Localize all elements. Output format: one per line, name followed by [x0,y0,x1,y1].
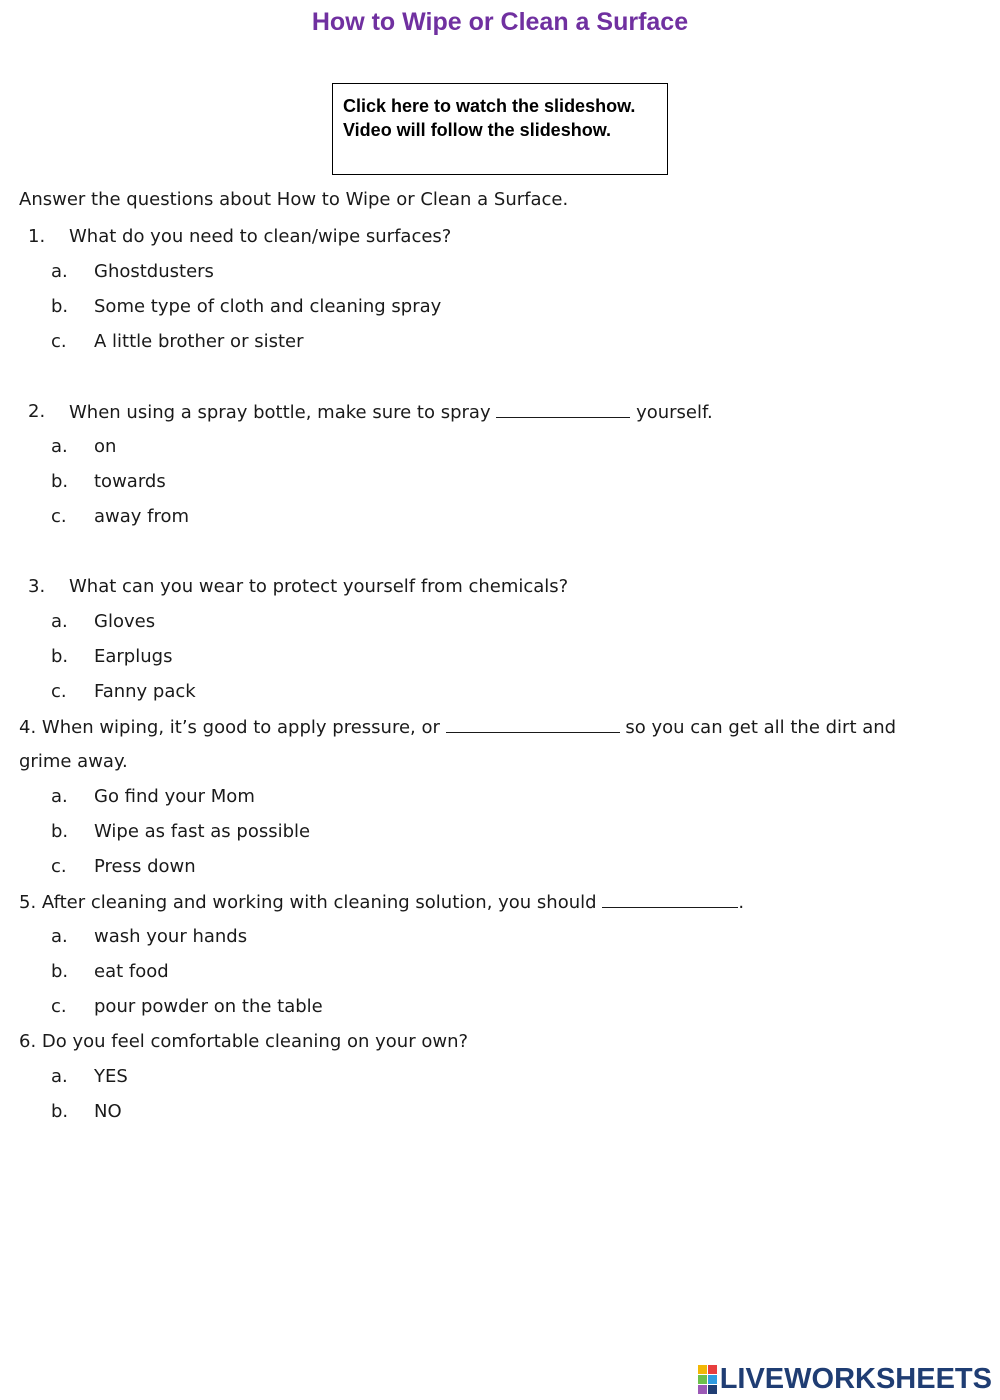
logo-block [698,1365,707,1374]
option-letter: b. [51,821,69,842]
question-text: What can you wear to protect yourself from chemicals? [69,576,569,597]
option-text[interactable]: away from [94,506,190,527]
option-text[interactable]: Gloves [94,611,156,632]
page-title: How to Wipe or Clean a Surface [311,8,689,36]
slideshow-link-box[interactable] [332,83,668,175]
question-text-after: . [738,892,745,913]
question-text-before: After cleaning and working with cleaning solution, you should [41,892,597,913]
question-number: 4. [19,717,37,738]
option-text[interactable]: A little brother or sister [94,331,304,352]
option-text[interactable]: wash your hands [94,926,248,947]
question-number: 2. [28,401,46,422]
option-letter: a. [51,1066,68,1087]
option-text[interactable]: towards [94,471,166,492]
option-text[interactable]: Press down [94,856,196,877]
option-letter: b. [51,471,69,492]
option-text[interactable]: YES [94,1066,128,1087]
option-letter: c. [51,681,67,702]
question-text [19,715,896,740]
logo-block [698,1375,707,1384]
question-text-before: When using a spray bottle, make sure to spray [69,402,491,423]
option-text[interactable]: eat food [94,961,169,982]
option-letter: b. [51,1101,69,1122]
option-letter: c. [51,996,67,1017]
logo-block [698,1385,707,1394]
option-text[interactable]: Wipe as fast as possible [94,821,311,842]
logo-block [708,1375,717,1384]
answer-blank[interactable] [602,890,738,908]
option-letter: c. [51,856,67,877]
question-text [19,890,744,915]
option-text[interactable]: Earplugs [94,646,173,667]
option-letter: b. [51,646,69,667]
question-number: 3. [28,576,46,597]
question-text-after: yourself. [636,402,713,423]
option-letter: c. [51,331,67,352]
option-text[interactable]: on [94,436,117,457]
answer-blank[interactable] [496,400,630,418]
question-number: 5. [19,892,37,913]
question-number: 1. [28,226,46,247]
instructions: Answer the questions about How to Wipe or Clean a Surface. [19,189,569,210]
option-letter: a. [51,926,68,947]
liveworksheets-logo[interactable] [698,1364,992,1394]
slideshow-link-line2[interactable]: Video will follow the slideshow. [343,120,612,140]
logo-text: LIVEWORKSHEETS [719,1362,992,1395]
question-text-before: When wiping, it’s good to apply pressure, or [41,717,440,738]
option-letter: b. [51,961,69,982]
option-text[interactable]: Some type of cloth and cleaning spray [94,296,442,317]
logo-blocks-icon [698,1365,717,1394]
logo-block [708,1365,717,1374]
question-text [69,400,713,425]
option-letter: b. [51,296,69,317]
option-letter: c. [51,506,67,527]
slideshow-link-line1[interactable]: Click here to watch the slideshow. [343,96,636,116]
option-letter: a. [51,261,68,282]
option-text[interactable]: NO [94,1101,122,1122]
option-text[interactable]: Fanny pack [94,681,196,702]
option-letter: a. [51,436,68,457]
logo-block [708,1385,717,1394]
question-text-body: Do you feel comfortable cleaning on your own? [41,1031,469,1052]
answer-blank[interactable] [446,715,620,733]
option-text[interactable]: pour powder on the table [94,996,323,1017]
question-text [19,1030,468,1054]
question-text: What do you need to clean/wipe surfaces? [69,226,452,247]
question-number: 6. [19,1031,37,1052]
question-text-after: so you can get all the dirt and [625,717,897,738]
option-text[interactable]: Ghostdusters [94,261,214,282]
question-text-line2: grime away. [19,751,128,772]
option-letter: a. [51,786,68,807]
option-letter: a. [51,611,68,632]
option-text[interactable]: Go find your Mom [94,786,255,807]
